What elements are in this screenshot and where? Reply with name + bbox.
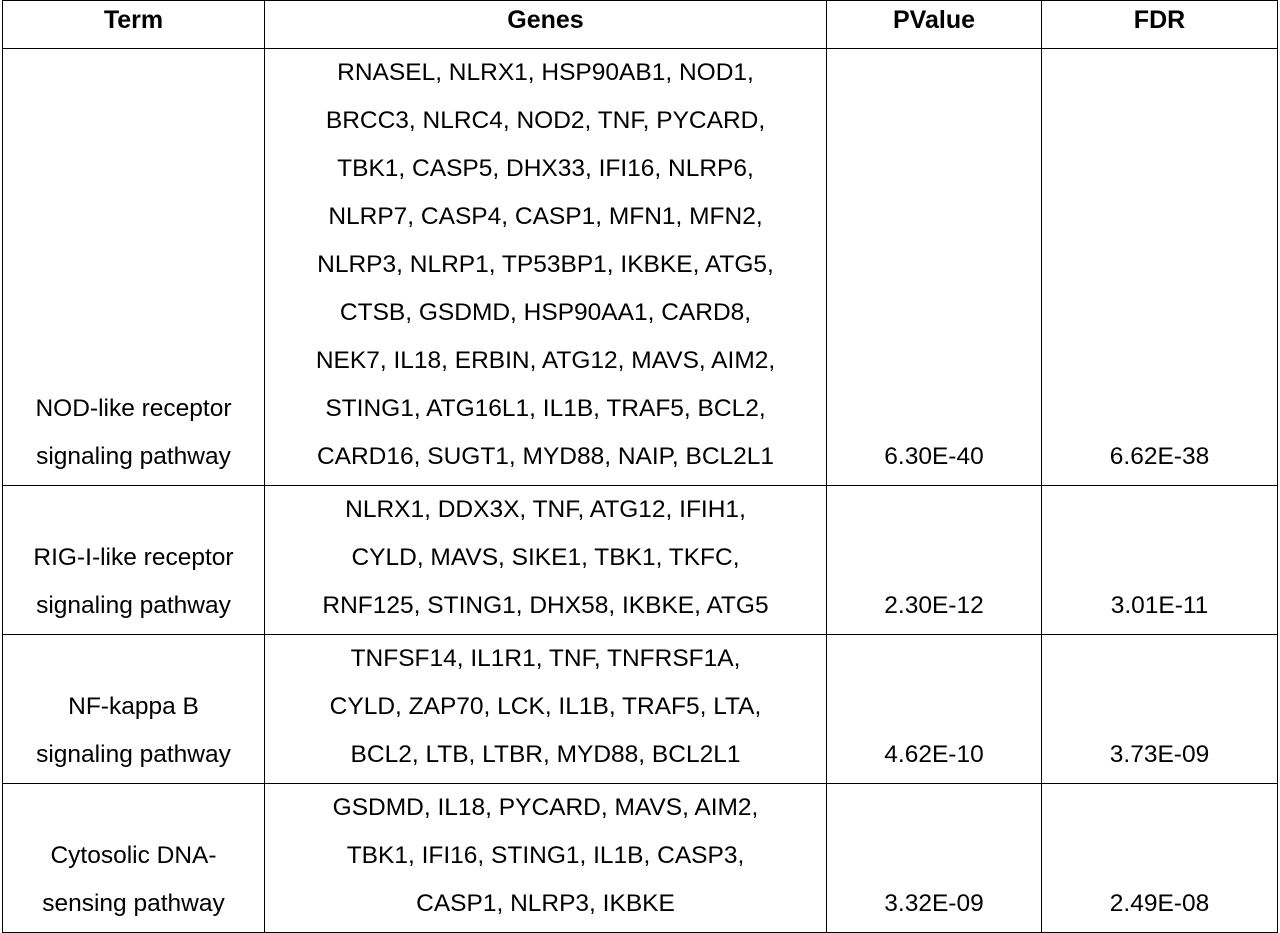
gene-list-line: CARD16, SUGT1, MYD88, NAIP, BCL2L1: [316, 443, 775, 470]
term-text-line: sensing pathway: [42, 890, 225, 917]
table-row: [3, 49, 1278, 486]
genes-cell: [265, 486, 827, 635]
term-cell: [3, 49, 265, 486]
column-header-term: Term: [3, 1, 265, 49]
term-cell: [3, 486, 265, 635]
pvalue-cell: 4.62E-10: [827, 635, 1042, 784]
gene-list-line: CYLD, MAVS, SIKE1, TBK1, TKFC,: [351, 544, 740, 571]
genes-cell: [265, 784, 827, 933]
gene-list-line: CYLD, ZAP70, LCK, IL1B, TRAF5, LTA,: [329, 693, 762, 720]
table-row: [3, 784, 1278, 933]
table-row: [3, 635, 1278, 784]
table-body: [3, 49, 1278, 933]
gene-list-line: BCL2, LTB, LTBR, MYD88, BCL2L1: [350, 741, 741, 768]
gene-list-line: NEK7, IL18, ERBIN, ATG12, MAVS, AIM2,: [315, 347, 776, 374]
pathway-enrichment-table: [2, 0, 1278, 933]
gene-list-line: RNF125, STING1, DHX58, IKBKE, ATG5: [322, 592, 769, 619]
gene-list-line: RNASEL, NLRX1, HSP90AB1, NOD1,: [337, 59, 754, 86]
pvalue-cell: 6.30E-40: [827, 49, 1042, 486]
gene-list-line: CASP1, NLRP3, IKBKE: [416, 890, 675, 917]
term-text-line: signaling pathway: [36, 592, 231, 619]
genes-cell: [265, 49, 827, 486]
pvalue-cell: 3.32E-09: [827, 784, 1042, 933]
column-header-pvalue: PValue: [827, 1, 1042, 49]
gene-list-line: GSDMD, IL18, PYCARD, MAVS, AIM2,: [332, 794, 759, 821]
fdr-cell: 2.49E-08: [1042, 784, 1278, 933]
gene-list-line: STING1, ATG16L1, IL1B, TRAF5, BCL2,: [325, 395, 766, 422]
fdr-cell: 3.01E-11: [1042, 486, 1278, 635]
column-header-fdr: FDR: [1042, 1, 1278, 49]
gene-list-line: TNFSF14, IL1R1, TNF, TNFRSF1A,: [350, 645, 741, 672]
fdr-cell: 6.62E-38: [1042, 49, 1278, 486]
term-text-line: signaling pathway: [36, 443, 231, 470]
header-row: [3, 1, 1278, 49]
gene-list-line: TBK1, CASP5, DHX33, IFI16, NLRP6,: [337, 155, 754, 182]
genes-cell: [265, 635, 827, 784]
gene-list-line: TBK1, IFI16, STING1, IL1B, CASP3,: [346, 842, 745, 869]
gene-list-line: NLRP3, NLRP1, TP53BP1, IKBKE, ATG5,: [317, 251, 774, 278]
term-text-line: Cytosolic DNA-: [50, 842, 217, 869]
gene-list-line: NLRP7, CASP4, CASP1, MFN1, MFN2,: [328, 203, 763, 230]
term-text-line: NOD-like receptor: [35, 395, 232, 422]
gene-list-line: CTSB, GSDMD, HSP90AA1, CARD8,: [339, 299, 752, 326]
term-text-line: signaling pathway: [36, 741, 231, 768]
gene-list-line: NLRX1, DDX3X, TNF, ATG12, IFIH1,: [345, 496, 746, 523]
table-row: [3, 486, 1278, 635]
gene-list-line: BRCC3, NLRC4, NOD2, TNF, PYCARD,: [325, 107, 766, 134]
fdr-cell: 3.73E-09: [1042, 635, 1278, 784]
table-header: [3, 1, 1278, 49]
term-cell: [3, 635, 265, 784]
column-header-genes: Genes: [265, 1, 827, 49]
term-cell: [3, 784, 265, 933]
term-text-line: NF-kappa B: [68, 693, 199, 720]
pvalue-cell: 2.30E-12: [827, 486, 1042, 635]
term-text-line: RIG-I-like receptor: [33, 544, 234, 571]
